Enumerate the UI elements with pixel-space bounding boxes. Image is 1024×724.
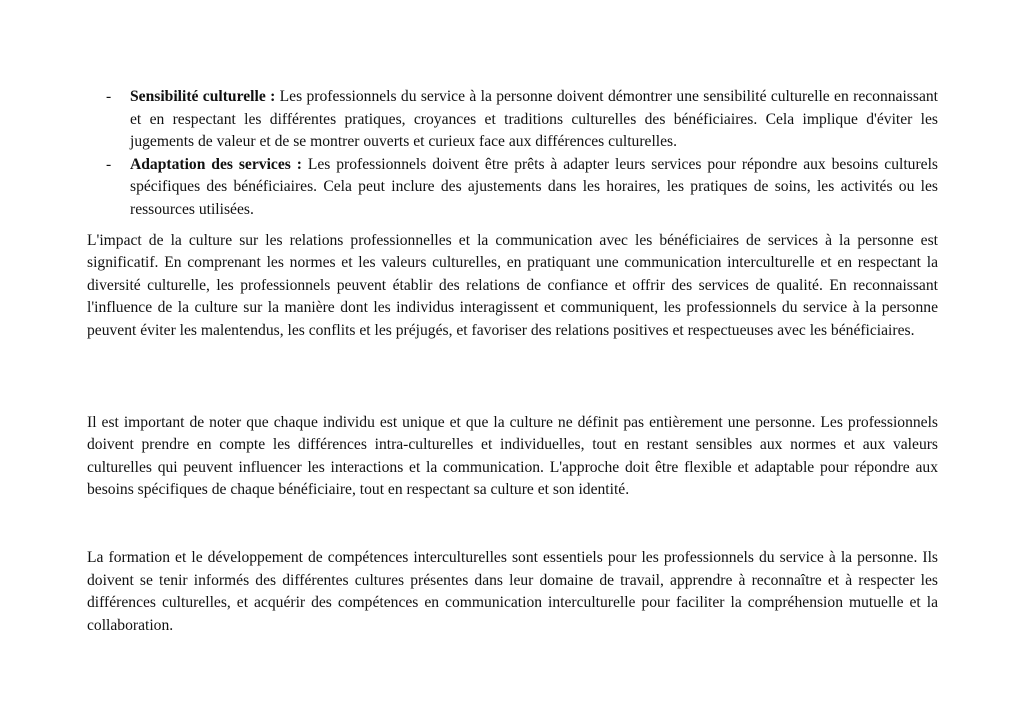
bullet-list (87, 86, 938, 222)
bullet-title: Sensibilité culturelle : (130, 88, 276, 105)
bullet-item-sensibilite (87, 86, 938, 154)
bullet-dash: - (106, 88, 112, 105)
document-body (87, 86, 938, 637)
bullet-text: Les professionnels du service à la personne doivent démontrer une sensibilité culturelle en reconnaissant et en respectant les différentes pratiques, croyances et traditions culturelles des bénéficiaires. Cela implique d'éviter les jugements de valeur et de se montrer ouverts et curieux face aux différences culturelles. (130, 88, 938, 151)
bullet-item-adaptation (87, 154, 938, 222)
bullet-dash: - (106, 155, 112, 173)
bullet-text: Les professionnels doivent être prêts à adapter leurs services pour répondre aux besoins culturels spécifiques des bénéficiaires. Cela peut inclure des ajustements dans les horaires, les pratiques de soins, les activités ou les ressources utilisées. (130, 155, 938, 218)
paragraph-formation: La formation et le développement de compétences interculturelles sont essentiels pour les professionnels du service à la personne. Ils doivent se tenir informés des différentes cultures présentes dans leur domaine de travail, apprendre à reconnaître et à respecter les différences culturelles, et acquérir des compétences en communication interculturelle pour faciliter la compréhension mutuelle et la collaboration. (87, 548, 938, 634)
bullet-title: Adaptation des services : (130, 155, 302, 173)
paragraph-impact-culture: L'impact de la culture sur les relations professionnelles et la communication avec les bénéficiaires de services à la personne est significatif. En comprenant les normes et les valeurs culturelles, en pratiquant une communication interculturelle et en respectant la diversité culturelle, les professionnels peuvent établir des relations de confiance et offrir des services de qualité. En reconnaissant l'influence de la culture sur la manière dont les individus interagissent et communiquent, les professionnels du service à la personne peuvent éviter les malentendus, les conflits et les préjugés, et favoriser des relations positives et respectueuses avec les bénéficiaires. (87, 231, 938, 339)
paragraph-individu-unique: Il est important de noter que chaque individu est unique et que la culture ne définit pas entièrement une personne. Les professionnels doivent prendre en compte les différences intra-culturelles et individuelles, tout en restant sensibles aux normes et aux valeurs culturelles qui peuvent influencer les interactions et la communication. L'approche doit être flexible et adaptable pour répondre aux besoins spécifiques de chaque bénéficiaire, tout en respectant sa culture et son identité. (87, 413, 938, 499)
